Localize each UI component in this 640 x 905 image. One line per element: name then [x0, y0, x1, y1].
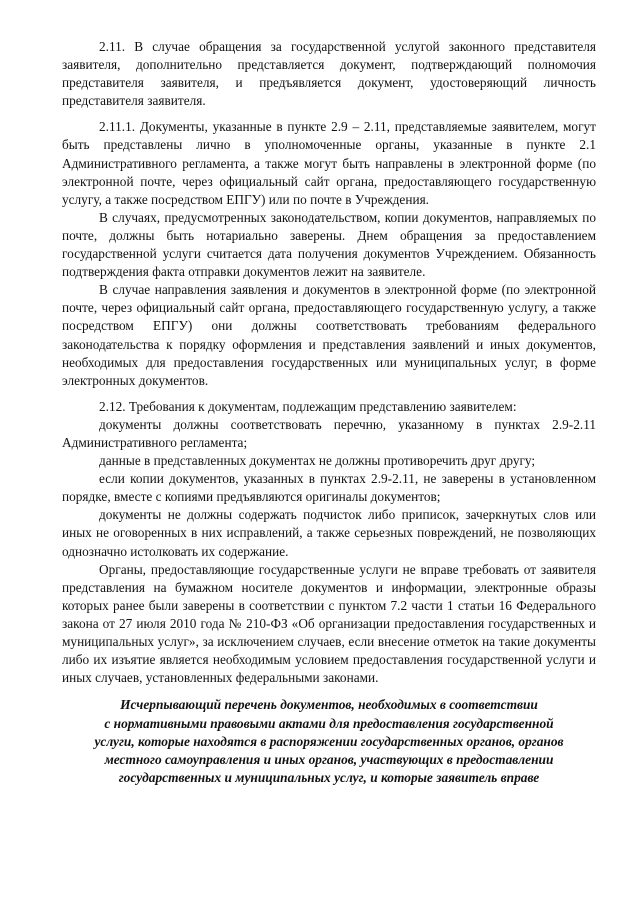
heading-line: государственных и муниципальных услуг, и которые заявитель вправе [118, 770, 540, 786]
requirement-list-match: документы должны соответствовать перечню, указанному в пунктах 2.9-2.11 Административного регламента; [62, 416, 596, 450]
requirement-no-corrections: документы не должны содержать подчисток либо приписок, зачеркнутых слов или иных не оговоренных в них исправлений, а также серьезных повреждений, не позволяющих однозначно истолковать их содержание. [62, 507, 596, 559]
document-page [62, 38, 596, 788]
paragraph-electronic-form: В случае направления заявления и документов в электронной форме (по электронной почте, через официальный сайт органа, предоставляющего государственную услугу, а также посредством ЕПГУ) они должны соответствовать требованиям федерального законодательства к порядку оформления и представления заявлений и иных документов, необходимых для предоставления государственных или муниципальных услуг, в форме электронных документов. [62, 282, 596, 388]
paragraph-2-12: 2.12. Требования к документам, подлежащим представлению заявителем: [99, 398, 517, 414]
section-heading [62, 696, 596, 787]
requirement-no-contradiction: данные в представленных документах не должны противоречить друг другу; [99, 453, 536, 469]
heading-line: с нормативными правовыми актами для предоставления государственной [104, 715, 554, 731]
heading-line: Исчерпывающий перечень документов, необходимых в соответствии [120, 697, 538, 713]
paragraph-2-11-1: 2.11.1. Документы, указанные в пункте 2.9 – 2.11, представляемые заявителем, могут быть представлены лично в уполномоченные органы, указанные в пункте 2.1 Административного регламента, а также могут быть направлены в электронной форме (по электронной почте, через официальный сайт органа, предоставляющего государственную услугу, а также посредством ЕПГУ) или по почте в Учреждения. [62, 119, 596, 207]
paragraph-notarization: В случаях, предусмотренных законодательством, копии документов, направляемых по почте, должны быть нотариально заверены. Днем обращения за предоставлением государственной услуги считается дата получения документов Учреждением. Обязанность подтверждения факта отправки документов лежит на заявителе. [62, 209, 596, 280]
paragraph-authorities: Органы, предоставляющие государственные услуги не вправе требовать от заявителя представления на бумажном носителе документов и информации, электронные образы которых ранее были заверены в соответствии с пунктом 7.2 части 1 статьи 16 Федерального закона от 27 июля 2010 года № 210-ФЗ «Об организации предоставления государственных и муниципальных услуг», за исключением случаев, если внесение отметок на такие документы либо их изъятие является необходимым условием предоставления государственной услуги и иных случаев, установленных федеральными законами. [62, 561, 596, 686]
heading-line: местного самоуправления и иных органов, участвующих в предоставлении [104, 752, 554, 768]
heading-line: услуги, которые находятся в распоряжении государственных органов, органов [94, 733, 564, 749]
paragraph-2-11: 2.11. В случае обращения за государственной услугой законного представителя заявителя, дополнительно представляется документ, подтверждающий полномочия представителя заявителя, и предъявляется документ, удостоверяющий личность представителя заявителя. [62, 39, 596, 109]
requirement-originals: если копии документов, указанных в пунктах 2.9-2.11, не заверены в установленном порядке, вместе с копиями предъявляются оригиналы документов; [62, 471, 596, 505]
